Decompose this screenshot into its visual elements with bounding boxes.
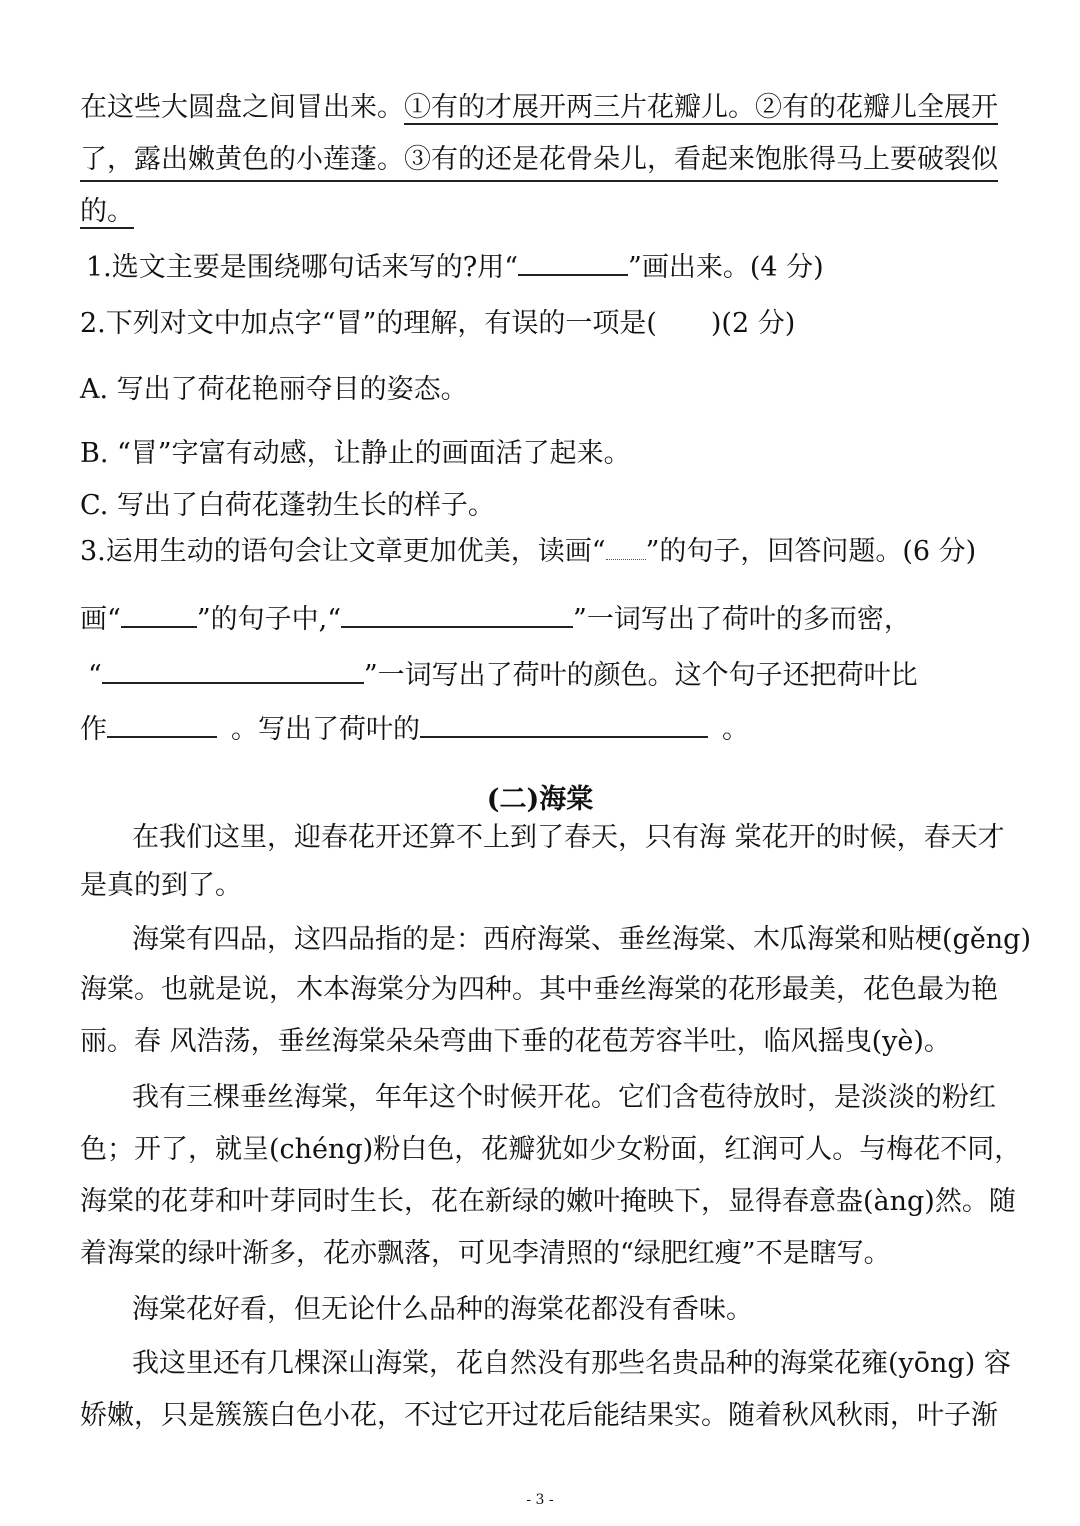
answer-blank[interactable]: [107, 712, 217, 738]
answer-blank[interactable]: [518, 250, 628, 276]
q3-text: ”的句子中,“: [196, 604, 342, 635]
passage2-line: 色；开了，就呈(chéng)粉白色，花瓣犹如少女粉面，红润可人。与梅花不同，: [80, 1134, 1022, 1165]
underlined-sentence-end: 的。: [80, 196, 134, 227]
answer-blank[interactable]: [341, 602, 573, 628]
q3-text: ”一词写出了荷叶的颜色。这个句子还把荷叶比: [363, 660, 918, 691]
q3-text: 画“: [80, 604, 121, 635]
passage2-line: 海棠。也就是说，木本海棠分为四种。其中垂丝海棠的花形最美，花色最为艳: [80, 974, 998, 1005]
passage2-line: 我这里还有几棵深山海棠，花自然没有那些名贵品种的海棠花雍(yōng) 容: [132, 1348, 1011, 1379]
question-3-stem: [80, 532, 976, 572]
passage2-line: 是真的到了。: [80, 870, 242, 901]
q3-text: “: [88, 660, 102, 691]
passage1-text: 在这些大圆盘之间冒出来。: [80, 92, 404, 123]
passage1-line1: [80, 88, 998, 128]
question-1-text-end: ”画出来。(4 分): [628, 252, 824, 283]
question-3-text-end: ”的句子，回答问题。(6 分): [645, 536, 977, 567]
question-3-text: 3.运用生动的语句会让文章更加优美，读画“: [80, 536, 606, 567]
question-1-text: 1.选文主要是围绕哪句话来写的?用“: [86, 252, 519, 283]
passage2-line: 海棠的花芽和叶芽同时生长，花在新绿的嫩叶掩映下，显得春意盎(àng)然。随: [80, 1186, 1016, 1217]
passage2-line: 着海棠的绿叶渐多，花亦飘落，可见李清照的“绿肥红瘦”不是瞎写。: [80, 1238, 891, 1269]
passage2-line: 在我们这里，迎春花开还算不上到了春天，只有海 棠花开的时候，春天才: [132, 822, 1005, 853]
answer-blank[interactable]: [121, 602, 197, 628]
q3-text: 作: [80, 714, 107, 745]
passage2-line: 丽。春 风浩荡，垂丝海棠朵朵弯曲下垂的花苞芳容半吐，临风摇曳(yè)。: [80, 1026, 951, 1057]
option-b[interactable]: B. “冒”字富有动感，让静止的画面活了起来。: [80, 438, 631, 469]
underlined-sentence: ①有的才展开两三片花瓣儿。②有的花瓣儿全展开: [404, 92, 998, 123]
question-3-line3: [80, 710, 749, 750]
option-c[interactable]: C. 写出了白荷花蓬勃生长的样子。: [80, 490, 495, 521]
passage2-line: 娇嫩，只是簇簇白色小花，不过它开过花后能结果实。随着秋风秋雨，叶子渐: [80, 1400, 998, 1431]
passage2-line: 海棠有四品，这四品指的是：西府海棠、垂丝海棠、木瓜海棠和贴梗(gěng): [132, 924, 1032, 955]
option-a[interactable]: A. 写出了荷花艳丽夺目的姿态。: [80, 374, 468, 405]
question-3-line2: [88, 656, 918, 696]
wavy-line-mark: [606, 537, 646, 560]
passage1-line3: [80, 192, 134, 232]
section-title: (二)海棠: [486, 784, 594, 815]
page-number: - 3 -: [526, 1492, 554, 1508]
passage2-line: 我有三棵垂丝海棠，年年这个时候开花。它们含苞待放时，是淡淡的粉红: [132, 1082, 996, 1113]
passage2-line: 海棠花好看，但无论什么品种的海棠花都没有香味。: [132, 1294, 753, 1325]
answer-blank[interactable]: [420, 712, 708, 738]
q3-text: 。写出了荷叶的: [231, 714, 420, 745]
q3-text: ”一词写出了荷叶的多而密，: [573, 604, 911, 635]
question-3-line1: [80, 600, 911, 640]
question-2-stem: 2.下列对文中加点字“冒”的理解，有误的一项是( )(2 分): [80, 308, 796, 339]
answer-blank[interactable]: [102, 658, 364, 684]
q3-text: 。: [722, 714, 749, 745]
question-1: [86, 248, 824, 288]
passage1-line2: 了，露出嫩黄色的小莲蓬。③有的还是花骨朵儿，看起来饱胀得马上要破裂似: [80, 140, 998, 182]
